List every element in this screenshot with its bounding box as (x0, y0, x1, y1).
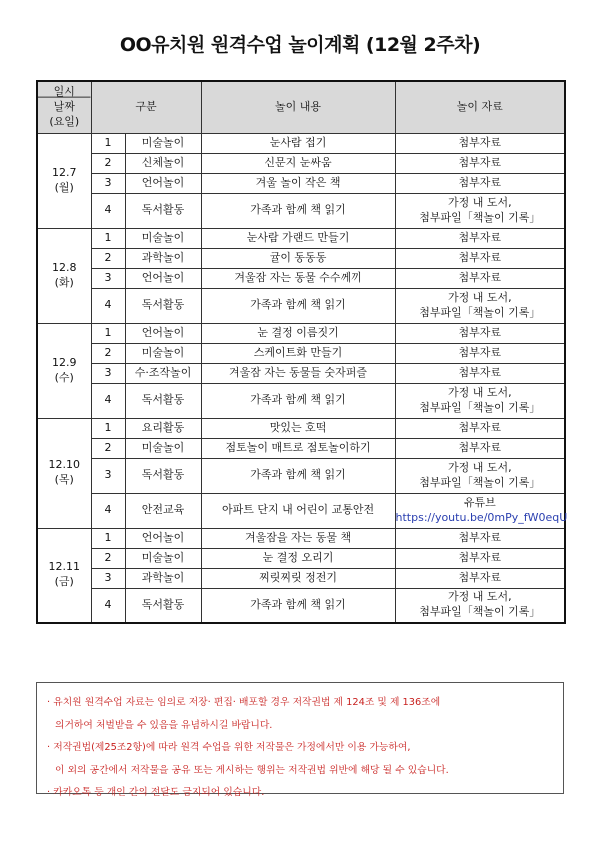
content-cell: 신문지 눈싸움 (201, 153, 395, 173)
material-cell (395, 323, 565, 343)
copyright-notice (36, 682, 564, 798)
category-cell: 독서활동 (125, 193, 201, 228)
material-cell (395, 193, 565, 228)
content-cell: 눈 결정 이름짓기 (201, 323, 395, 343)
row-number: 3 (91, 568, 125, 588)
row-number: 1 (91, 323, 125, 343)
material-text: 첨부자료 (458, 230, 502, 244)
table-row (37, 173, 565, 193)
table-row (37, 493, 565, 528)
content-cell: 아파트 단지 내 어린이 교통안전 (201, 493, 395, 528)
notice-line: · 카카오톡 등 개인 간의 전달도 금지되어 있습니다. (47, 787, 265, 798)
table-row (37, 383, 565, 418)
category-cell: 독서활동 (125, 458, 201, 493)
row-number: 4 (91, 193, 125, 228)
date-text: 12.11 (48, 560, 80, 574)
row-number: 1 (91, 418, 125, 438)
material-text: 첨부자료 (458, 270, 502, 284)
material-text: 가정 내 도서, (447, 385, 512, 399)
material-text: 가정 내 도서, (447, 195, 512, 209)
category-cell: 과학놀이 (125, 568, 201, 588)
date-cell (37, 323, 91, 418)
material-cell (395, 568, 565, 588)
category-cell: 독서활동 (125, 288, 201, 323)
material-text: 첨부파일「책놀이 기록」 (419, 400, 541, 414)
table-row (37, 228, 565, 248)
material-cell (395, 288, 565, 323)
material-text: 첨부자료 (458, 570, 502, 584)
content-cell: 겨울잠을 자는 동물 책 (201, 528, 395, 548)
content-cell: 점토놀이 매트로 점토놀이하기 (201, 438, 395, 458)
category-cell: 과학놀이 (125, 248, 201, 268)
date-text: 12.8 (52, 260, 77, 274)
content-cell: 눈사람 가랜드 만들기 (201, 228, 395, 248)
table-row (37, 323, 565, 343)
table-row (37, 343, 565, 363)
material-cell (395, 153, 565, 173)
material-cell (395, 528, 565, 548)
row-number: 3 (91, 458, 125, 493)
material-cell (395, 363, 565, 383)
category-cell: 독서활동 (125, 383, 201, 418)
row-number: 1 (91, 228, 125, 248)
category-cell: 언어놀이 (125, 173, 201, 193)
material-cell (395, 383, 565, 418)
date-text: 12.9 (52, 355, 77, 369)
row-number: 1 (91, 133, 125, 153)
youtube-link[interactable]: https://youtu.be/0mPy_fW0eqU (395, 510, 568, 524)
row-number: 4 (91, 288, 125, 323)
table-row (37, 418, 565, 438)
material-text: 첨부자료 (458, 175, 502, 189)
table-row (37, 133, 565, 153)
material-text: 첨부자료 (458, 530, 502, 544)
date-text: 12.10 (48, 458, 80, 472)
material-cell (395, 228, 565, 248)
notice-line: · 유치원 원격수업 자료는 임의로 저장· 편집· 배포할 경우 저작권법 제 124조 및 제 136조에 (47, 697, 441, 708)
material-cell (395, 588, 565, 623)
weekday-text: (수) (54, 370, 74, 384)
table-row (37, 288, 565, 323)
date-cell (37, 418, 91, 528)
page-title: OO유치원 원격수업 놀이계획 (12월 2주차) (119, 34, 481, 56)
play-plan-table (36, 80, 566, 624)
material-text: 첨부자료 (458, 440, 502, 454)
table-row (37, 588, 565, 623)
content-cell: 눈사람 접기 (201, 133, 395, 153)
date-cell (37, 528, 91, 623)
material-text: 첨부파일「책놀이 기록」 (419, 475, 541, 489)
row-number: 1 (91, 528, 125, 548)
category-cell: 미술놀이 (125, 343, 201, 363)
material-text: 첨부파일「책놀이 기록」 (419, 305, 541, 319)
material-text: 첨부자료 (458, 420, 502, 434)
category-cell: 요리활동 (125, 418, 201, 438)
row-number: 4 (91, 493, 125, 528)
date-text: 12.7 (52, 165, 77, 179)
content-cell: 가족과 함께 책 읽기 (201, 288, 395, 323)
header-content: 놀이 내용 (201, 81, 395, 133)
material-text: 첨부파일「책놀이 기록」 (419, 210, 541, 224)
row-number: 2 (91, 153, 125, 173)
material-cell (395, 173, 565, 193)
material-cell (395, 268, 565, 288)
material-text: 첨부자료 (458, 250, 502, 264)
content-cell: 찌릿찌릿 정전기 (201, 568, 395, 588)
category-cell: 안전교육 (125, 493, 201, 528)
content-cell: 겨울잠 자는 동물 수수께끼 (201, 268, 395, 288)
category-cell: 독서활동 (125, 588, 201, 623)
header-date-bottom: 날짜 (요일) (49, 99, 80, 128)
table-row (37, 528, 565, 548)
material-text: 유튜브 (463, 495, 496, 509)
material-text: 가정 내 도서, (447, 290, 512, 304)
date-cell (37, 228, 91, 323)
material-cell (395, 458, 565, 493)
category-cell: 언어놀이 (125, 528, 201, 548)
material-cell (395, 133, 565, 153)
material-cell (395, 493, 568, 528)
content-cell: 가족과 함께 책 읽기 (201, 383, 395, 418)
category-cell: 신체놀이 (125, 153, 201, 173)
row-number: 2 (91, 343, 125, 363)
notice-line: 의거하여 처벌받을 수 있음을 유념하시길 바랍니다. (55, 719, 273, 731)
table-body (37, 133, 568, 623)
content-cell: 가족과 함께 책 읽기 (201, 193, 395, 228)
row-number: 4 (91, 588, 125, 623)
row-number: 2 (91, 248, 125, 268)
category-cell: 미술놀이 (125, 438, 201, 458)
header-category: 구분 (91, 81, 201, 133)
category-cell: 미술놀이 (125, 548, 201, 568)
material-text: 첨부자료 (458, 155, 502, 169)
table-row (37, 568, 565, 588)
material-cell (395, 248, 565, 268)
table-row (37, 458, 565, 493)
header-date-top: 일시 (53, 85, 75, 98)
content-cell: 눈 결정 오리기 (201, 548, 395, 568)
content-cell: 가족과 함께 책 읽기 (201, 458, 395, 493)
table-row (37, 153, 565, 173)
row-number: 3 (91, 173, 125, 193)
material-text: 첨부자료 (458, 135, 502, 149)
material-cell (395, 418, 565, 438)
content-cell: 겨울잠 자는 동물들 숫자퍼즐 (201, 363, 395, 383)
material-cell (395, 548, 565, 568)
material-text: 첨부자료 (458, 365, 502, 379)
content-cell: 스케이트화 만들기 (201, 343, 395, 363)
material-text: 첨부자료 (458, 325, 502, 339)
weekday-text: (월) (54, 180, 74, 194)
table-header-row (37, 81, 565, 133)
weekday-text: (화) (54, 275, 74, 289)
weekday-text: (목) (54, 473, 74, 486)
category-cell: 수·조작놀이 (125, 363, 201, 383)
content-cell: 겨울 놀이 작은 책 (201, 173, 395, 193)
row-number: 3 (91, 268, 125, 288)
content-cell: 귤이 동동동 (201, 248, 395, 268)
category-cell: 언어놀이 (125, 268, 201, 288)
category-cell: 언어놀이 (125, 323, 201, 343)
table-row (37, 363, 565, 383)
material-text: 첨부자료 (458, 550, 502, 564)
table-row (37, 548, 565, 568)
material-text: 첨부자료 (458, 345, 502, 359)
weekday-text: (금) (54, 575, 74, 589)
content-cell: 가족과 함께 책 읽기 (201, 588, 395, 623)
table-row (37, 268, 565, 288)
header-material: 놀이 자료 (395, 81, 565, 133)
material-cell (395, 343, 565, 363)
category-cell: 미술놀이 (125, 133, 201, 153)
material-text: 가정 내 도서, (447, 460, 512, 474)
category-cell: 미술놀이 (125, 228, 201, 248)
material-text: 가정 내 도서, (447, 590, 512, 604)
header-date-cell (37, 81, 91, 133)
material-cell (395, 438, 565, 458)
table-row (37, 193, 565, 228)
row-number: 2 (91, 548, 125, 568)
row-number: 2 (91, 438, 125, 458)
content-cell: 맛있는 호떡 (201, 418, 395, 438)
date-cell (37, 133, 91, 228)
notice-line: · 저작권법(제25조2항)에 따라 원격 수업을 위한 저작물은 가정에서만 이용 가능하여, (47, 742, 411, 753)
notice-line: 이 외의 공간에서 저작물을 공유 또는 게시하는 행위는 저작권법 위반에 해당 될 수 있습니다. (55, 764, 449, 776)
table-row (37, 248, 565, 268)
row-number: 4 (91, 383, 125, 418)
material-text: 첨부파일「책놀이 기록」 (419, 605, 541, 619)
row-number: 3 (91, 363, 125, 383)
table-row (37, 438, 565, 458)
